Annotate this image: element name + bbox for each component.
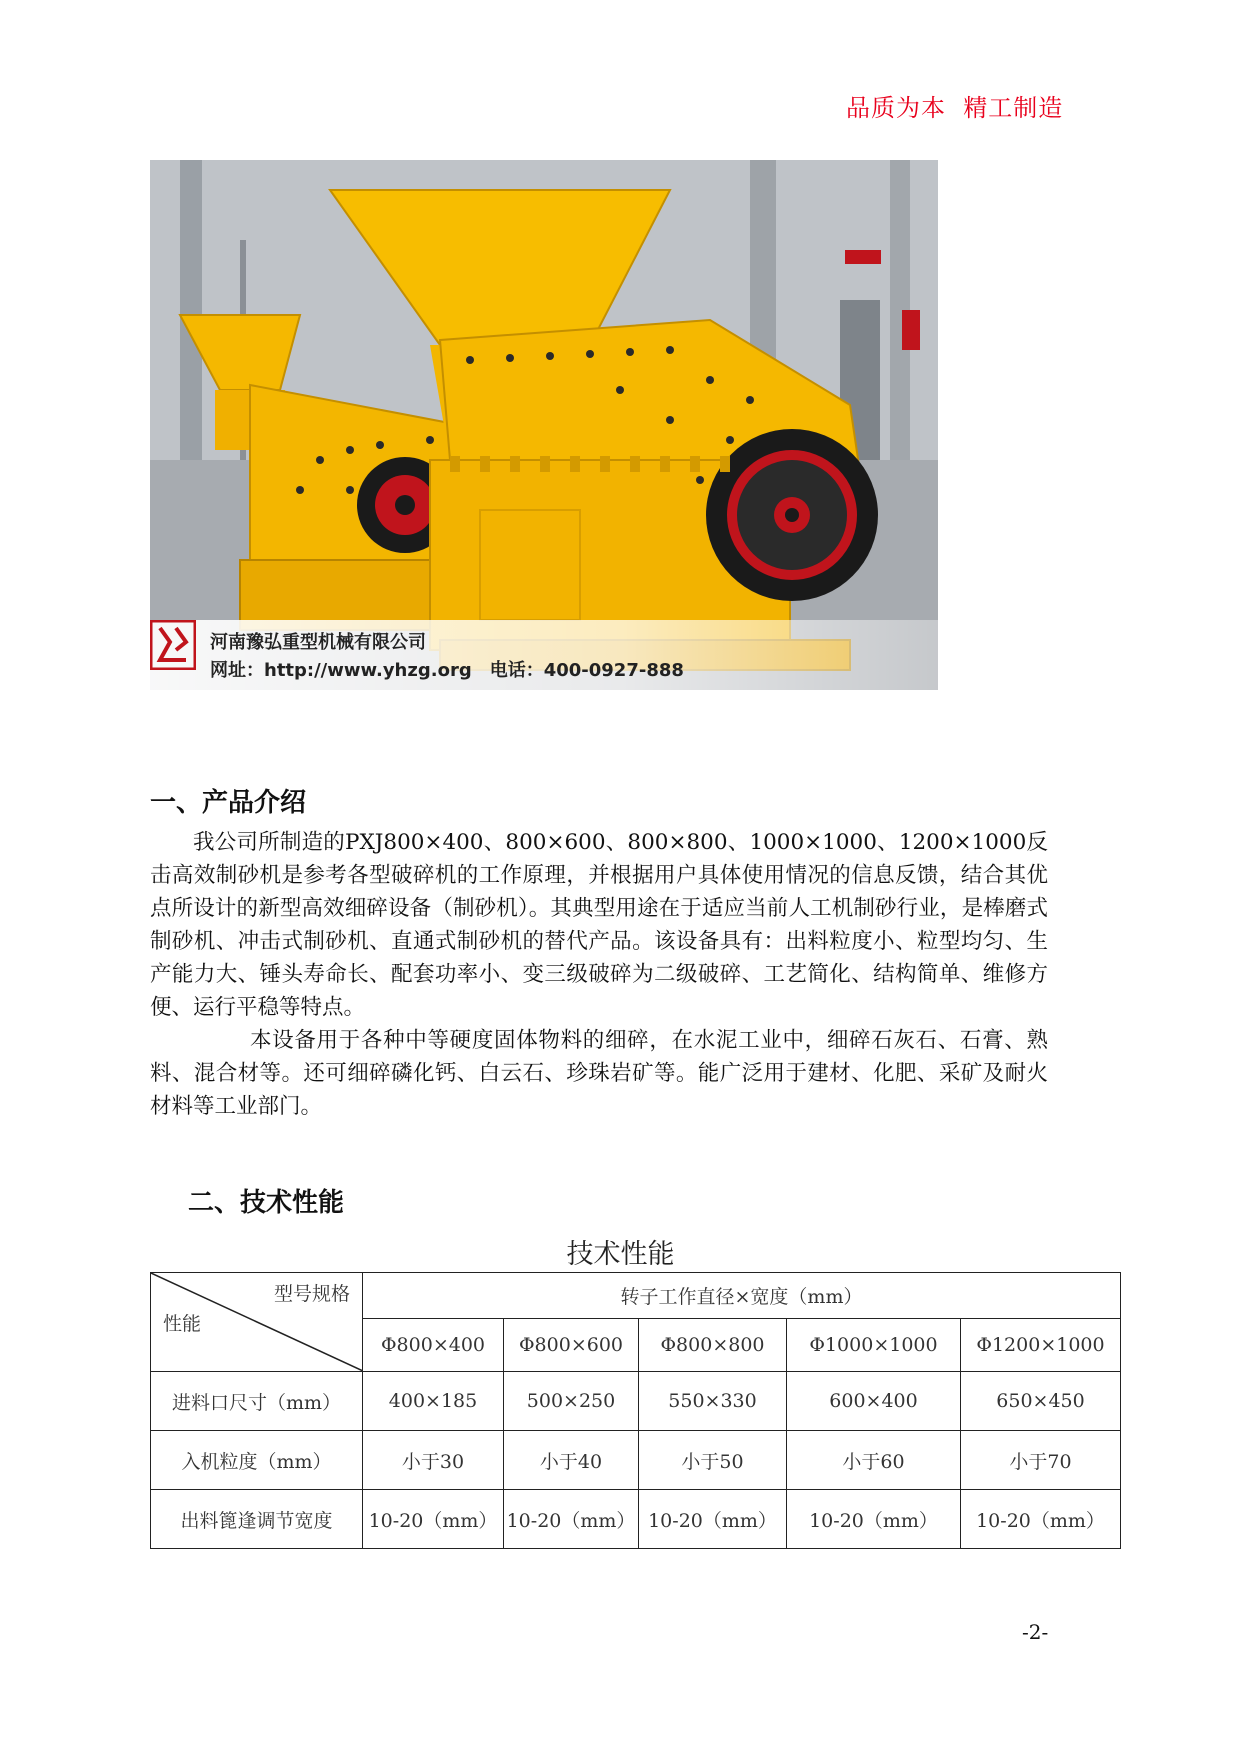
table-cell: 小于30 xyxy=(363,1431,504,1490)
row-label: 进料口尺寸（mm） xyxy=(151,1372,363,1431)
table-cell: 小于50 xyxy=(639,1431,787,1490)
group-header: 转子工作直径×宽度（mm） xyxy=(363,1273,1121,1319)
intro-paragraph-1: 我公司所制造的PXJ800×400、800×600、800×800、1000×1000、1200×1000反击高效制砂机是参考各型破碎机的工作原理，并根据用户具体使用情况的信息反馈，结合其优点所设计的新型高效细碎设备（制砂机）。其典型用途在于适应当前人工机制砂行业，是棒磨式制砂机、冲击式制砂机、直通式制砂机的替代产品。该设备具有：出料粒度小、粒型均匀、生产能力大、锤头寿命长、配套功率小、变三级破碎为二级破碎、工艺简化、结构简单、维修方便、运行平稳等特点。 xyxy=(150,830,1048,1020)
corner-top-label: 型号规格 xyxy=(273,1283,350,1305)
section-heading-specs: 二、技术性能 xyxy=(188,1188,345,1218)
spec-table xyxy=(150,1272,1121,1549)
table-corner-cell xyxy=(151,1273,363,1372)
model-header: Φ1200×1000 xyxy=(961,1319,1121,1372)
company-logo-icon xyxy=(150,620,196,670)
table-cell: 10-20（mm） xyxy=(961,1490,1121,1549)
table-cell: 10-20（mm） xyxy=(639,1490,787,1549)
table-cell: 10-20（mm） xyxy=(504,1490,639,1549)
model-header: Φ800×800 xyxy=(639,1319,787,1372)
table-cell: 500×250 xyxy=(504,1372,639,1431)
table-row xyxy=(151,1431,1121,1490)
table-title: 技术性能 xyxy=(566,1239,675,1270)
company-phone: 电话：400-0927-888 xyxy=(489,660,684,681)
table-cell: 10-20（mm） xyxy=(363,1490,504,1549)
table-cell: 400×185 xyxy=(363,1372,504,1431)
row-label: 出料篦逢调节宽度 xyxy=(151,1490,363,1549)
table-cell: 小于40 xyxy=(504,1431,639,1490)
row-label: 入机粒度（mm） xyxy=(151,1431,363,1490)
section-heading-intro: 一、产品介绍 xyxy=(150,788,307,818)
model-header: Φ800×400 xyxy=(363,1319,504,1372)
table-row xyxy=(151,1372,1121,1431)
table-row xyxy=(151,1490,1121,1549)
company-contact xyxy=(210,656,702,682)
table-cell: 10-20（mm） xyxy=(787,1490,961,1549)
header-slogan: 品质为本 精工制造 xyxy=(846,94,1064,122)
company-website: 网址：http://www.yhzg.org xyxy=(210,660,472,681)
corner-bottom-label: 性能 xyxy=(163,1313,202,1335)
table-cell: 小于70 xyxy=(961,1431,1121,1490)
crusher-machines-illustration xyxy=(150,160,938,690)
company-name: 河南豫弘重型机械有限公司 xyxy=(210,632,426,653)
photo-caption xyxy=(150,620,938,690)
model-header: Φ800×600 xyxy=(504,1319,639,1372)
table-cell: 550×330 xyxy=(639,1372,787,1431)
table-cell: 600×400 xyxy=(787,1372,961,1431)
model-header: Φ1000×1000 xyxy=(787,1319,961,1372)
table-cell: 小于60 xyxy=(787,1431,961,1490)
page-number: -2- xyxy=(1022,1620,1049,1644)
table-cell: 650×450 xyxy=(961,1372,1121,1431)
product-photo xyxy=(150,160,938,690)
intro-paragraph-2: 本设备用于各种中等硬度固体物料的细碎，在水泥工业中，细碎石灰石、石膏、熟料、混合材等。还可细碎磷化钙、白云石、珍珠岩矿等。能广泛用于建材、化肥、采矿及耐火材料等工业部门。 xyxy=(150,1028,1048,1119)
